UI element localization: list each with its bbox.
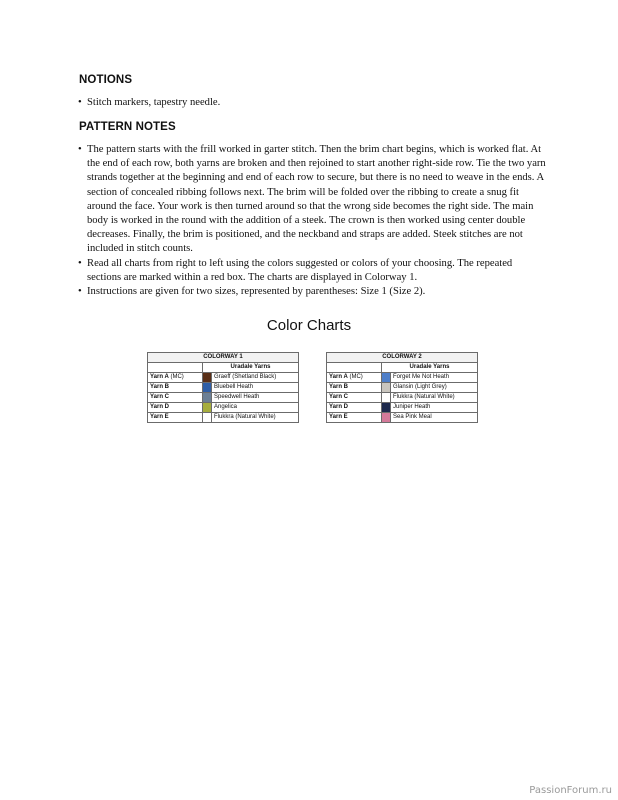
pattern-note-text: Read all charts from right to left using the colors suggested or colors of your choosing. The repeated sections are marked within a red box. The charts are displayed in Colorway 1. [87, 257, 513, 283]
yarn-color-name: Glansin (Light Grey) [391, 383, 478, 393]
pattern-note-item [78, 257, 548, 285]
color-charts-title: Color Charts [266, 317, 352, 334]
yarn-label: Yarn E [327, 413, 382, 423]
table-row [148, 413, 299, 423]
table-row [148, 383, 299, 393]
pattern-note-item [78, 285, 548, 299]
yarn-color-name: Speedwell Heath [212, 393, 299, 403]
table-row [327, 373, 478, 383]
color-swatch [382, 403, 391, 413]
yarn-label: Yarn D [327, 403, 382, 413]
pattern-note-item [78, 143, 548, 257]
color-swatch [382, 393, 391, 403]
yarn-color-name: Flukkra (Natural White) [391, 393, 478, 403]
color-swatch [203, 403, 212, 413]
watermark-text: PassionForum.ru [529, 785, 612, 796]
yarn-label: Yarn C [148, 393, 203, 403]
yarn-label: Yarn E [148, 413, 203, 423]
yarn-label: Yarn C [327, 393, 382, 403]
pattern-note-text: The pattern starts with the frill worked in garter stitch. Then the brim chart begins, which is worked flat. At the end of each row, both yarns are broken and then rejoined to start another right-side row. Tie the two yarn strands together at the beginning and end of each row to secure, but there is no need to weave in the ends. A section of concealed ribbing follows next. The brim will be folded over the ribbing to create a snug fit around the face. Your work is then turned around so that the wrong side becomes the right side. The main body is worked in the round with the addition of a steek. The crown is then worked using center double decreases. Finally, the brim is positioned, and the neckband and straps are added. Steek stitches are not included in stitch counts. [87, 144, 546, 255]
yarn-color-name: Graeff (Shetland Black) [212, 373, 299, 383]
table-row [148, 403, 299, 413]
pattern-notes-list [78, 143, 548, 299]
notions-heading: NOTIONS [79, 74, 133, 86]
yarn-label: Yarn B [148, 383, 203, 393]
colorway-subheader: Uradale Yarns [382, 363, 478, 373]
yarn-label: Yarn D [148, 403, 203, 413]
color-swatch [382, 413, 391, 423]
empty-cell [148, 363, 203, 373]
yarn-label: Yarn A (MC) [327, 373, 382, 383]
empty-cell [327, 363, 382, 373]
table-row [327, 413, 478, 423]
colorway-subheader: Uradale Yarns [203, 363, 299, 373]
table-row [327, 403, 478, 413]
notions-item [78, 96, 548, 110]
table-row [327, 383, 478, 393]
colorway-title: COLORWAY 1 [148, 353, 299, 363]
bullet-marker: • [78, 286, 82, 298]
table-row [327, 393, 478, 403]
notions-list [78, 96, 548, 110]
bullet-marker: • [78, 97, 82, 108]
yarn-label: Yarn B [327, 383, 382, 393]
color-swatch [203, 373, 212, 383]
bullet-marker: • [78, 257, 82, 269]
color-swatch [203, 393, 212, 403]
yarn-color-name: Juniper Heath [391, 403, 478, 413]
colorway-2-table [326, 352, 478, 423]
yarn-color-name: Bluebell Heath [212, 383, 299, 393]
color-swatch [382, 383, 391, 393]
yarn-color-name: Flukkra (Natural White) [212, 413, 299, 423]
yarn-color-name: Angelica [212, 403, 299, 413]
table-row [148, 373, 299, 383]
colorway-1-table [147, 352, 299, 423]
yarn-label: Yarn A (MC) [148, 373, 203, 383]
pattern-notes-heading: PATTERN NOTES [79, 121, 176, 133]
colorway-title: COLORWAY 2 [327, 353, 478, 363]
pattern-note-text: Instructions are given for two sizes, represented by parentheses: Size 1 (Size 2). [87, 286, 426, 298]
notions-item-text: Stitch markers, tapestry needle. [87, 97, 221, 108]
table-row [148, 393, 299, 403]
yarn-color-name: Forget Me Not Heath [391, 373, 478, 383]
color-swatch [203, 383, 212, 393]
color-swatch [203, 413, 212, 423]
yarn-color-name: Sea Pink Meal [391, 413, 478, 423]
color-swatch [382, 373, 391, 383]
bullet-marker: • [78, 144, 82, 155]
